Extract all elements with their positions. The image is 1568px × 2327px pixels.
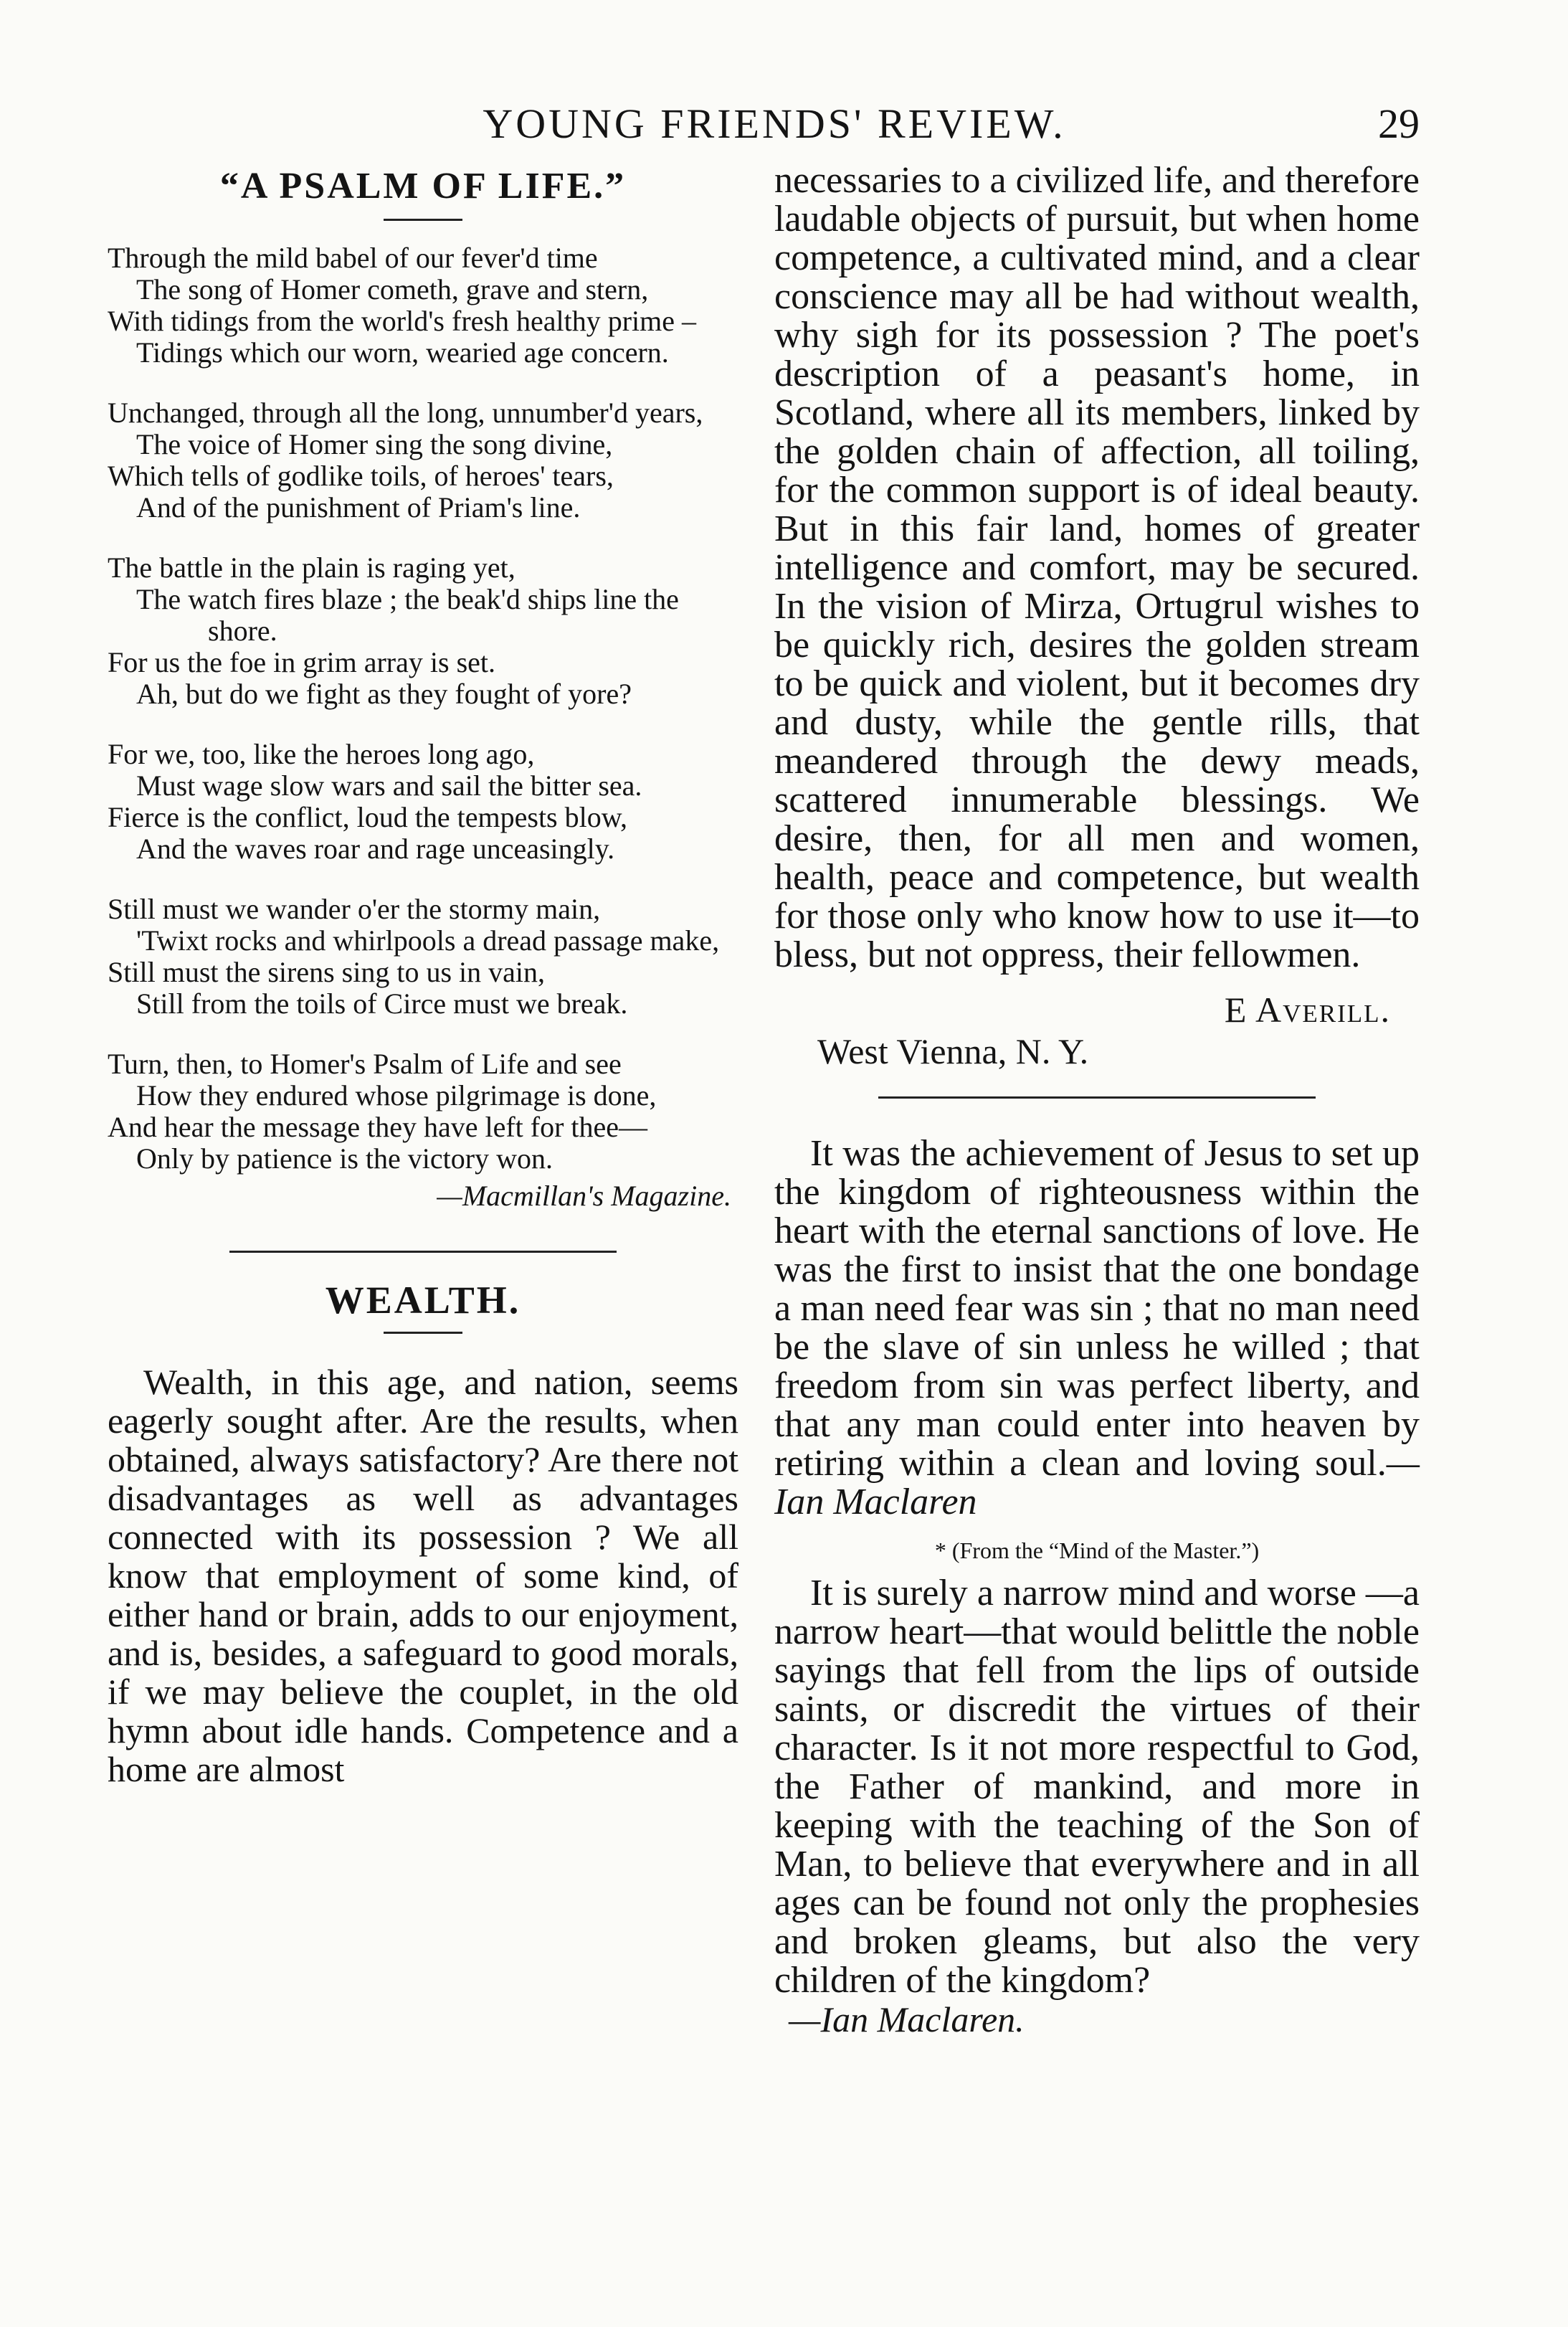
poem-stanza xyxy=(108,552,738,710)
poem-stanza xyxy=(108,397,738,523)
signature-initial: E xyxy=(1224,990,1247,1030)
signature xyxy=(774,989,1391,1030)
maclaren-quote-1 xyxy=(774,1134,1420,1522)
page-number: 29 xyxy=(1378,100,1420,147)
poem-line: With tidings from the world's fresh healthy prime – xyxy=(108,305,696,337)
poem-line: Which tells of godlike toils, of heroes' tears, xyxy=(108,460,614,492)
section-rule xyxy=(878,1096,1316,1099)
poem-line: The battle in the plain is raging yet, xyxy=(108,551,515,584)
poem-stanza xyxy=(108,1048,738,1175)
poem-title: “A PSALM OF LIFE.” xyxy=(219,166,627,207)
title-rule xyxy=(384,219,462,221)
quote-citation: —Ian Maclaren xyxy=(774,1443,1420,1522)
poem-line: For us the foe in grim array is set. xyxy=(108,646,495,678)
quote-text: It was the achievement of Jesus to set up the kingdom of righteousness within the heart with the eternal sanctions of love. He was the first to insist that the one bondage a man need fear was sin ; that no man need be the slave of sin unless he willed ; that freedom from sin was perfect liberty, and that any man could enter into heaven by retiring within a clean and loving soul. xyxy=(774,1133,1420,1484)
poem-attribution: —Macmillan's Magazine. xyxy=(437,1180,731,1212)
poem-line: Still must the sirens sing to us in vain, xyxy=(108,956,546,988)
poem-line: Only by patience is the victory won. xyxy=(136,1142,553,1175)
left-column xyxy=(108,161,738,1788)
section-rule xyxy=(229,1251,617,1253)
quote-text: It is surely a narrow mind and worse —a narrow heart—that would belittle the noble sayings that fell from the lips of outside saints, or discredit the virtues of their character. Is it not more respectful to God, the Father of mankind, and more in keeping with the teaching of the Son of Man, to believe that everywhere and in all ages can be found not only the prophesies and broken gleams, but also the very children of the kingdom? xyxy=(774,1573,1420,2001)
poem-line: Turn, then, to Homer's Psalm of Life and see xyxy=(108,1048,622,1080)
poem-stanza xyxy=(108,894,738,1020)
poem-line: And hear the message they have left for thee— xyxy=(108,1111,648,1143)
poem-stanza xyxy=(108,242,738,369)
page-header xyxy=(108,92,1441,156)
poem-line: 'Twixt rocks and whirlpools a dread passage make, xyxy=(136,924,720,957)
poem-line: Unchanged, through all the long, unnumber'd years, xyxy=(108,397,703,429)
signature-name: Averill. xyxy=(1255,990,1391,1030)
quote-citation: —Ian Maclaren. xyxy=(789,1999,1025,2039)
poem-line: And the waves roar and rage unceasingly. xyxy=(136,833,615,865)
wealth-text-right: necessaries to a civilized life, and therefore laudable objects of pursuit, but when home competence, a cultivated mind, and a clear conscience may all be had without wealth, why sigh for its possession ? The poet's description of a peasant's home, in Scotland, where all its members, linked by the golden chain of affection, all toiling, for the common support is of ideal beauty. But in this fair land, homes of greater intelligence and comfort, may be secured. In the vision of Mirza, Ortugrul wishes to be quickly rich, desires the golden stream to be quick and violent, but it becomes dry and dusty, while the gentle rills, that meandered through the dewy meads, scattered innumerable blessings. We desire, then, for all men and women, health, peace and competence, but wealth for those only who know how to use it—to bless, but not oppress, their fellowmen. xyxy=(774,160,1420,975)
poem-line: The song of Homer cometh, grave and stern, xyxy=(136,273,649,305)
poem-line: Tidings which our worn, wearied age concern. xyxy=(136,336,669,369)
poem-line: Through the mild babel of our fever'd time xyxy=(108,242,598,274)
signature-place: West Vienna, N. Y. xyxy=(817,1031,1089,1071)
poem-line: Must wage slow wars and sail the bitter sea. xyxy=(136,769,642,802)
poem-line: For we, too, like the heroes long ago, xyxy=(108,738,535,770)
maclaren-quote-2 xyxy=(774,1574,1420,2000)
source-note: * (From the “Mind of the Master.”) xyxy=(934,1537,1260,1563)
poem-line: How they endured whose pilgrimage is done, xyxy=(136,1079,657,1112)
poem-body xyxy=(108,242,738,1212)
poem-line: Still must we wander o'er the stormy main, xyxy=(108,893,601,925)
poem-line: The voice of Homer sing the song divine, xyxy=(136,428,613,460)
running-head: YOUNG FRIENDS' REVIEW. xyxy=(483,100,1066,147)
poem-line: Fierce is the conflict, loud the tempests blow, xyxy=(108,801,628,833)
poem-line: The watch fires blaze ; the beak'd ships line the shore. xyxy=(136,583,679,647)
wealth-text-left: Wealth, in this age, and nation, seems eagerly sought after. Are the results, when obtained, always satisfactory? Are there not disadvantages as well as advantages connected with its possession ? We all know that employment of some kind, of either hand or brain, adds to our enjoyment, and is, besides, a safeguard to good morals, if we may believe the couplet, in the old hymn about idle hands. Competence and a home are almost xyxy=(108,1362,738,1789)
poem-line: And of the punishment of Priam's line. xyxy=(136,491,581,523)
title-rule xyxy=(384,1332,462,1334)
poem-line: Still from the toils of Circe must we break. xyxy=(136,987,628,1020)
poem-stanza xyxy=(108,739,738,865)
wealth-title: WEALTH. xyxy=(325,1279,521,1322)
poem-line: Ah, but do we fight as they fought of yore? xyxy=(136,678,632,710)
right-column xyxy=(774,161,1420,2039)
